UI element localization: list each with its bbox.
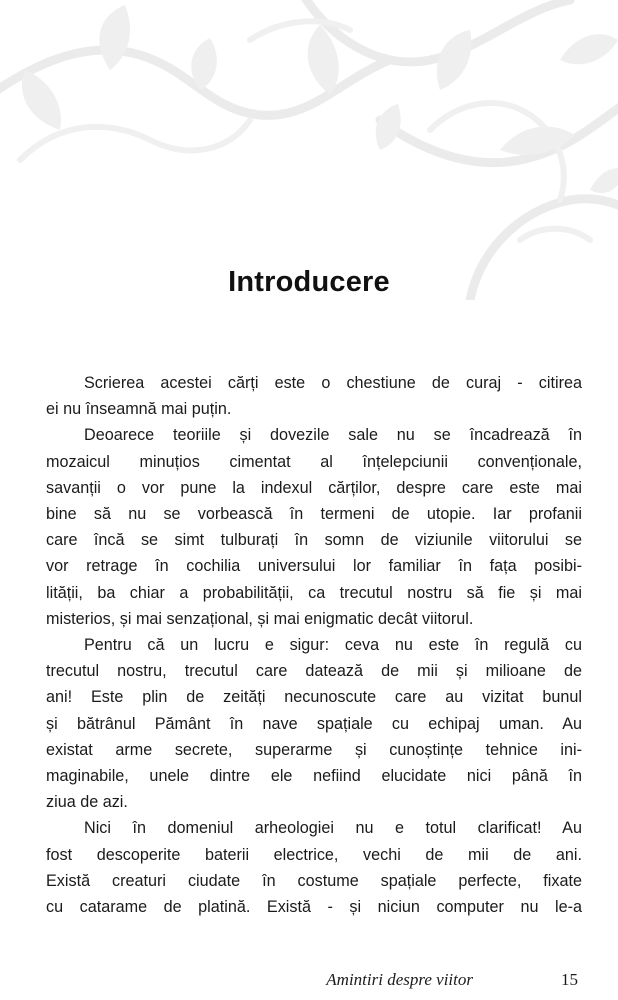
text-line: bine să nu se vorbească în termeni de utopie. Iar profanii <box>46 505 582 524</box>
text-line: mozaicul minuțios cimentat al înțelepciunii convenționale, <box>46 452 582 471</box>
running-title: Amintiri despre viitor <box>326 970 473 989</box>
paragraph <box>46 422 582 632</box>
text-line: vor retrage în cochilia universului lor familiar în fața posibi- <box>46 557 582 576</box>
floral-ornament-icon <box>0 0 618 300</box>
text-line: maginabile, unele dintre ele nefiind elucidate nici până în <box>46 767 582 786</box>
page-footer <box>0 970 618 996</box>
page-number: 15 <box>561 970 578 989</box>
paragraph <box>46 632 582 815</box>
text-line: Există creaturi ciudate în costume spațiale perfecte, fixate <box>46 871 582 890</box>
chapter-title: Introducere <box>228 266 390 298</box>
text-line: Nici în domeniul arheologiei nu e totul clarificat! Au <box>84 819 582 838</box>
paragraph <box>46 815 582 920</box>
text-line: ziua de azi. <box>46 793 128 812</box>
text-line: ani! Este plin de zeități necunoscute care au vizitat bunul <box>46 688 582 707</box>
text-line: ei nu înseamnă mai puțin. <box>46 400 232 419</box>
text-line: savanții o vor pune la indexul cărților, despre care este mai <box>46 478 582 497</box>
text-line: existat arme secrete, superarme și cunoștințe tehnice ini- <box>46 740 582 759</box>
text-line: trecutul nostru, trecutul care datează de mii și milioane de <box>46 662 582 681</box>
body-text <box>46 370 582 920</box>
paragraph <box>46 370 582 422</box>
text-line: care încă se simt tulburați în somn de viziunile viitorului se <box>46 531 582 550</box>
text-line: și bătrânul Pământ în nave spațiale cu echipaj uman. Au <box>46 714 582 733</box>
text-line: Scrierea acestei cărți este o chestiune de curaj - citirea <box>84 374 582 392</box>
text-line: Deoarece teoriile și dovezile sale nu se încadrează în <box>84 426 582 445</box>
text-line: fost descoperite baterii electrice, vechi de mii de ani. <box>46 845 582 864</box>
text-line: lității, ba chiar a probabilității, ca trecutul nostru să fie și mai <box>46 583 582 602</box>
text-line: cu catarame de platină. Există - și niciun computer nu le-a <box>46 898 582 917</box>
text-line: Pentru că un lucru e sigur: ceva nu este în regulă cu <box>84 636 582 655</box>
text-line: misterios, și mai senzațional, și mai enigmatic decât viitorul. <box>46 609 474 628</box>
